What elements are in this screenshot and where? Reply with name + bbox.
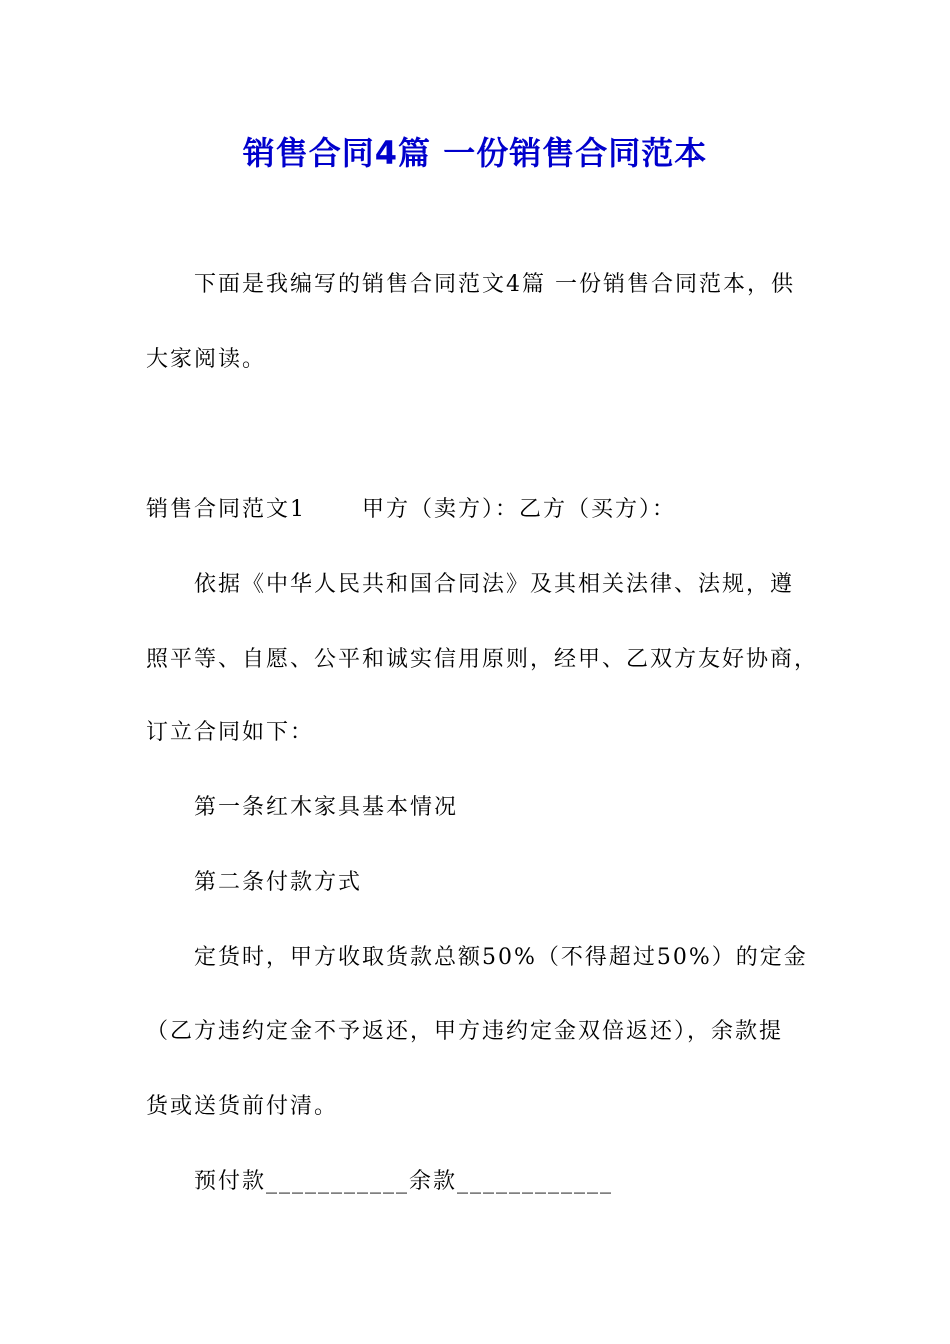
intro-line-1: 下面是我编写的销售合同范文4篇 一份销售合同范本，供 — [194, 272, 795, 297]
parties-text: 甲方（卖方）：乙方（买方）： — [362, 497, 677, 522]
intro-line-2: 大家阅读。 — [146, 347, 267, 372]
paragraph-line: （乙方违约定金不予返还，甲方违约定金双倍返还），余款提 — [146, 1019, 784, 1044]
paragraph-line: 定货时，甲方收取货款总额50%（不得超过50%）的定金 — [194, 945, 808, 970]
article-two: 第二条付款方式 — [194, 870, 363, 895]
payment-blanks: 预付款___________余款____________ — [194, 1169, 614, 1194]
article-one: 第一条红木家具基本情况 — [194, 795, 459, 820]
paragraph-line: 货或送货前付清。 — [146, 1094, 339, 1119]
section-heading: 销售合同范文1 — [146, 497, 306, 522]
paragraph-line: 依据《中华人民共和国合同法》及其相关法律、法规，遵 — [194, 572, 795, 597]
paragraph-line: 照平等、自愿、公平和诚实信用原则，经甲、乙双方友好协商， — [146, 647, 819, 672]
document-title: 销售合同4篇 一份销售合同范本 — [242, 134, 708, 172]
contract-heading-line — [146, 495, 676, 525]
paragraph-line: 订立合同如下： — [146, 720, 315, 745]
